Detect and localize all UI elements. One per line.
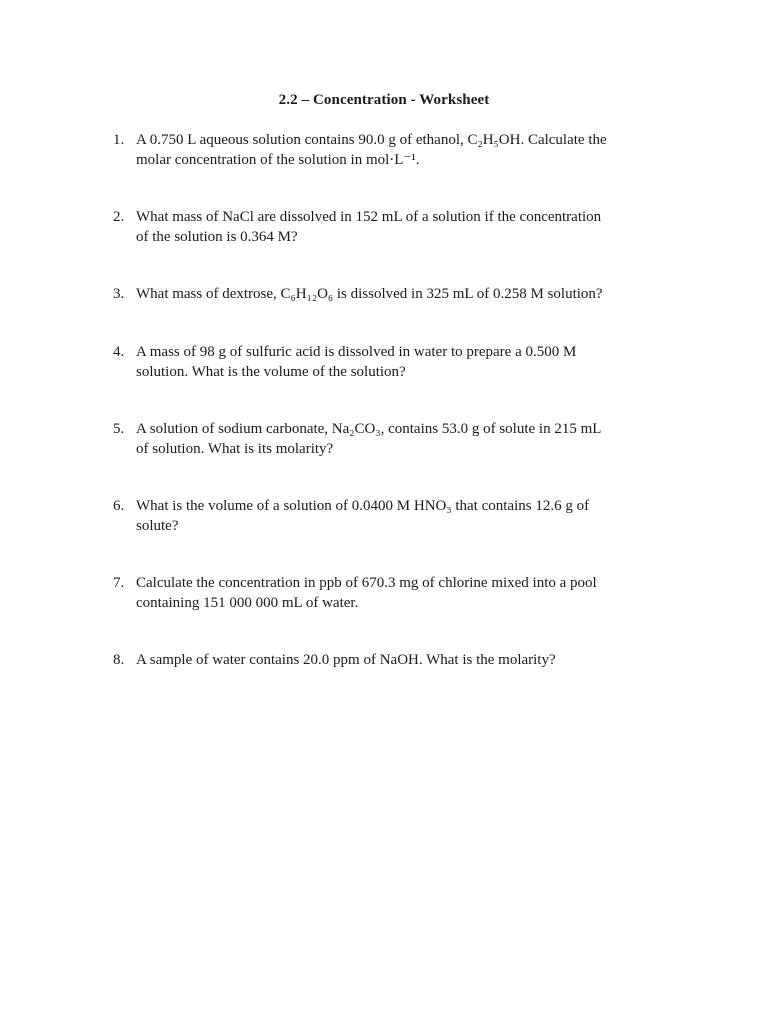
question-text-line-2: molar concentration of the solution in mol·L⁻¹.	[136, 151, 420, 168]
question-text-line-1: What is the volume of a solution of 0.0400 M HNO₃ that contains 12.6 g of	[136, 498, 590, 514]
question-text-line-2: solution. What is the volume of the solution?	[136, 363, 406, 380]
question-number: 7.	[113, 575, 125, 591]
question-text-line-1: A solution of sodium carbonate, Na₂CO₃, contains 53.0 g of solute in 215 mL	[136, 421, 602, 437]
question-2	[113, 208, 653, 247]
question-number: 2.	[113, 209, 125, 225]
question-8	[113, 651, 653, 671]
question-3	[113, 285, 653, 305]
question-text-line-2: containing 151 000 000 mL of water.	[136, 594, 359, 611]
question-text-line-2: of the solution is 0.364 M?	[136, 228, 298, 245]
question-text-line-1: A 0.750 L aqueous solution contains 90.0 g of ethanol, C₂H₅OH. Calculate the	[136, 132, 607, 148]
question-text-line-1: A mass of 98 g of sulfuric acid is dissolved in water to prepare a 0.500 M	[136, 344, 577, 360]
question-number: 8.	[113, 652, 125, 668]
question-number: 1.	[113, 132, 125, 148]
question-number: 3.	[113, 286, 125, 302]
question-text-line-1: What mass of dextrose, C₆H₁₂O₆ is dissolved in 325 mL of 0.258 M solution?	[136, 286, 603, 302]
question-1	[113, 131, 653, 170]
question-text-line-1: What mass of NaCl are dissolved in 152 mL of a solution if the concentration	[136, 209, 602, 225]
question-5	[113, 420, 653, 459]
question-number: 6.	[113, 498, 125, 514]
question-4	[113, 343, 653, 382]
question-text-line-1: Calculate the concentration in ppb of 670.3 mg of chlorine mixed into a pool	[136, 575, 597, 591]
question-number: 5.	[113, 421, 125, 437]
question-text-line-2: of solution. What is its molarity?	[136, 440, 334, 457]
page-title: 2.2 – Concentration - Worksheet	[278, 92, 490, 108]
question-text-line-2: solute?	[136, 517, 179, 534]
question-7	[113, 574, 653, 613]
question-text-line-1: A sample of water contains 20.0 ppm of NaOH. What is the molarity?	[136, 652, 556, 668]
question-6	[113, 497, 653, 536]
question-number: 4.	[113, 344, 125, 360]
